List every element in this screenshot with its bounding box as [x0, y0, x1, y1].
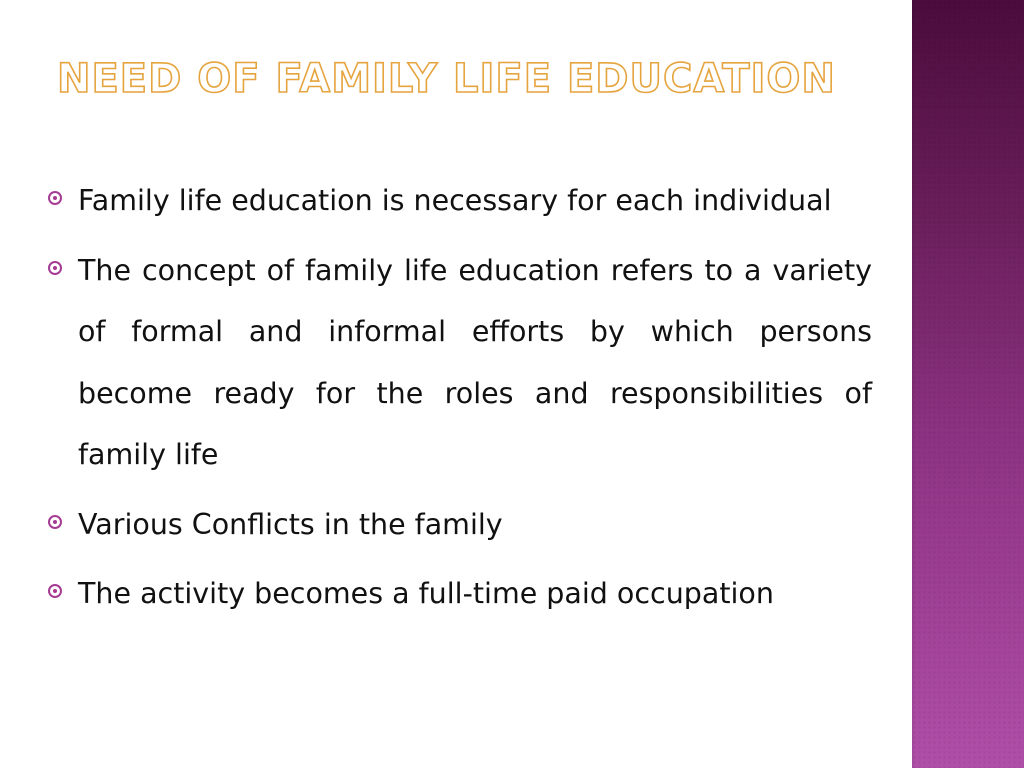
- bullet-text: Various Conflicts in the family: [78, 507, 503, 541]
- bullet-list: [46, 170, 872, 633]
- slide-title: NEED OF FAMILY LIFE EDUCATION: [57, 56, 836, 102]
- circle-dot-bullet-icon: [48, 261, 62, 275]
- circle-dot-bullet-icon: [48, 191, 62, 205]
- decorative-side-band: [912, 0, 1024, 768]
- bullet-item: [46, 240, 872, 486]
- bullet-item: [46, 563, 872, 625]
- circle-dot-bullet-icon: [48, 515, 62, 529]
- circle-dot-bullet-icon: [48, 584, 62, 598]
- bullet-item: [46, 170, 872, 232]
- bullet-text: The concept of family life education refers to a variety of formal and informal efforts by which persons become ready for the roles and responsibilities of family life: [78, 253, 872, 471]
- bullet-text: Family life education is necessary for each individual: [78, 184, 832, 217]
- bullet-item: [46, 494, 872, 556]
- bullet-text: The activity becomes a full-time paid occupation: [78, 577, 774, 610]
